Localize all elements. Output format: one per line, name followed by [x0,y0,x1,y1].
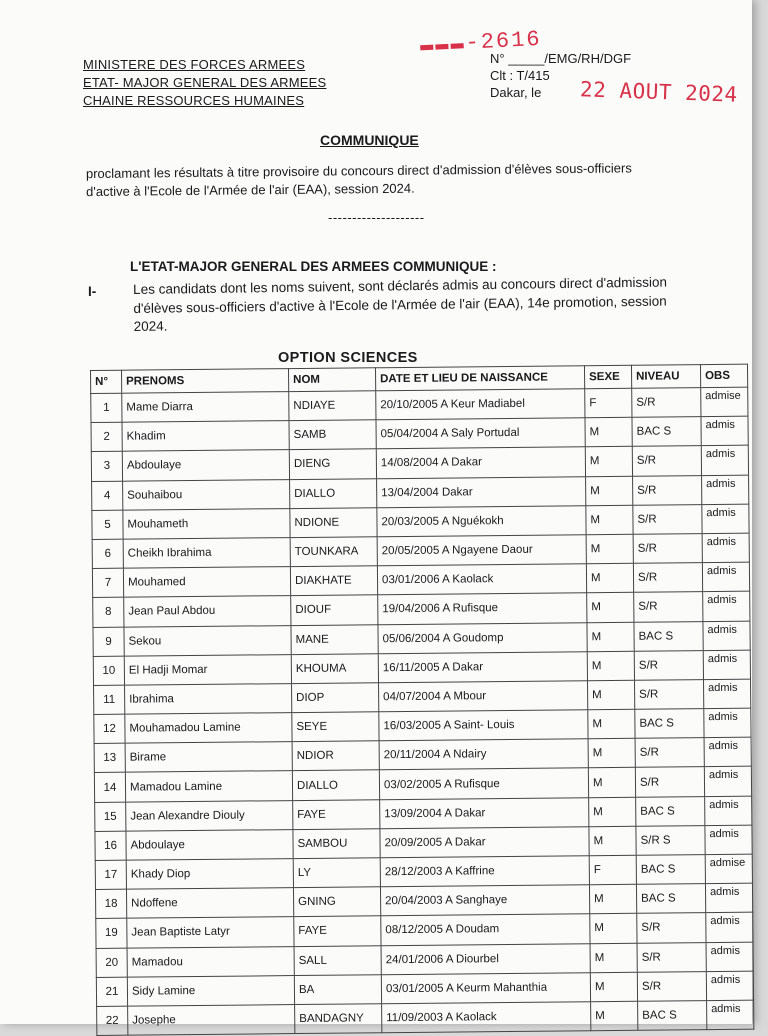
row-sexe: M [589,884,636,914]
row-nom: GNING [293,887,380,917]
row-nom: FAYE [294,916,381,946]
row-obs: admise [705,854,752,884]
row-sexe: F [589,855,636,885]
row-birth: 20/10/2005 A Keur Madiabel [376,389,585,420]
row-number: 8 [93,597,124,626]
section-number: I- [88,284,97,299]
row-sexe: M [589,797,636,827]
row-niveau: S/R [634,592,703,622]
table-body [91,387,754,1035]
row-obs: admis [707,1000,754,1030]
row-obs: admis [702,504,749,534]
row-birth: 24/01/2006 A Diourbel [381,943,590,974]
row-nom: DIOUF [291,595,378,625]
row-niveau: S/R [637,942,706,972]
row-nom: DIALLO [292,770,379,800]
row-birth: 20/11/2004 A Ndairy [379,739,588,770]
row-niveau: BAC S [634,621,703,651]
row-niveau: S/R S [636,825,705,855]
row-birth: 11/09/2003 A Kaolack [382,1002,591,1033]
row-number: 4 [92,481,123,510]
row-niveau: S/R [633,534,702,564]
row-obs: admis [703,591,750,621]
row-birth: 20/04/2003 A Sanghaye [380,885,589,916]
row-sexe: M [589,826,636,856]
row-niveau: S/R [637,913,706,943]
row-birth: 20/05/2005 A Ngayene Daour [377,535,586,566]
row-niveau: BAC S [638,1001,707,1031]
row-niveau: BAC S [636,796,705,826]
col-sexe: SEXE [584,365,631,388]
row-prenoms: Abdoulaye [126,829,293,860]
row-birth: 05/04/2004 A Saly Portudal [376,418,585,449]
row-number: 14 [94,773,125,802]
row-sexe: M [587,651,634,681]
row-nom: BANDAGNY [295,1004,382,1034]
row-prenoms: Mame Diarra [122,392,289,423]
results-table [90,364,754,1036]
row-number: 5 [92,510,123,539]
header-line-ministry: MINISTERE DES FORCES ARMEES [83,57,306,72]
row-birth: 14/08/2004 A Dakar [376,447,585,478]
reference-number-stamp: ▬▬▬-2616 [419,26,543,59]
row-obs: admis [704,708,751,738]
row-prenoms: Mamadou [127,946,294,977]
reference-number: N° _____/EMG/RH/DGF [490,51,632,66]
row-niveau: S/R [635,680,704,710]
row-niveau: S/R [637,971,706,1001]
row-number: 10 [93,656,124,685]
row-birth: 04/07/2004 A Mbour [379,681,588,712]
row-birth: 03/01/2006 A Kaolack [377,564,586,595]
row-obs: admis [701,446,748,476]
row-nom: NDIONE [290,508,377,538]
row-obs: admis [706,913,753,943]
row-sexe: M [590,914,637,944]
row-prenoms: Ibrahima [125,683,292,714]
row-sexe: F [585,388,632,418]
row-birth: 20/09/2005 A Dakar [380,827,589,858]
row-sexe: M [591,1001,638,1031]
intro-text: proclamant les résultats à titre provisoire du concours direct d'admission d'élèves sous-officiers d'active à l'Ecole de l'Armée de l'air (EAA), session 2024. [85,160,632,200]
row-number: 3 [91,452,122,481]
row-sexe: M [590,972,637,1002]
row-niveau: BAC S [636,884,705,914]
row-prenoms: Abdoulaye [122,450,289,481]
row-birth: 19/04/2006 A Rufisque [378,593,587,624]
reference-place: Dakar, le [490,85,542,100]
row-nom: BA [294,974,381,1004]
row-number: 18 [95,889,126,918]
document-title: COMMUNIQUE [320,132,419,148]
row-obs: admis [705,883,752,913]
ministry-header [83,56,326,110]
row-sexe: M [587,593,634,623]
row-prenoms: Sidy Lamine [127,975,294,1006]
results-paragraph [133,273,694,336]
row-obs: admis [706,942,753,972]
row-number: 7 [92,568,123,597]
row-sexe: M [590,943,637,973]
row-nom: KHOUMA [291,653,378,683]
row-obs: admis [702,562,749,592]
row-prenoms: Mamadou Lamine [125,771,292,802]
row-nom: FAYE [293,799,380,829]
row-obs: admis [704,767,751,797]
communique-heading: L'ETAT-MAJOR GENERAL DES ARMEES COMMUNIQUE : [130,259,497,274]
row-prenoms: Josephe [128,1005,295,1036]
row-number: 15 [95,802,126,831]
row-obs: admis [703,679,750,709]
row-niveau: BAC S [635,709,704,739]
row-prenoms: Khadim [122,421,289,452]
row-niveau: S/R [633,563,702,593]
row-prenoms: El Hadji Momar [124,654,291,685]
row-prenoms: Jean Baptiste Latyr [127,917,294,948]
row-niveau: BAC S [632,417,701,447]
row-sexe: M [585,417,632,447]
row-number: 20 [96,948,127,977]
row-niveau: S/R [635,767,704,797]
row-niveau: S/R [633,504,702,534]
row-number: 16 [95,831,126,860]
row-prenoms: Mouhameth [123,508,290,539]
row-birth: 13/09/2004 A Dakar [380,797,589,828]
col-niveau: NIVEAU [631,365,700,389]
row-birth: 05/06/2004 A Goudomp [378,622,587,653]
row-number: 2 [91,422,122,451]
row-number: 21 [96,977,127,1006]
results-paragraph-text: Les candidats dont les noms suivent, sont déclarés admis au concours direct d'admission d'élèves sous-officiers d'active à l'Ecole de l'Armée de l'air (EAA), 14e promotion, session 2024. [133,274,668,334]
row-prenoms: Birame [125,742,292,773]
row-prenoms: Mouhamed [123,567,290,598]
row-sexe: M [586,563,633,593]
row-sexe: M [585,447,632,477]
row-number: 11 [94,685,125,714]
row-prenoms: Cheikh Ibrahima [123,538,290,569]
row-birth: 03/02/2005 A Rufisque [379,768,588,799]
col-prenoms: PRENOMS [122,369,289,394]
row-number: 12 [94,714,125,743]
row-nom: DIALLO [290,478,377,508]
row-birth: 03/01/2005 A Keurm Mahanthia [381,972,590,1003]
row-nom: NDIOR [292,741,379,771]
row-nom: SAMB [289,420,376,450]
table-row [97,1000,754,1035]
row-nom: SAMBOU [293,829,380,859]
row-niveau: S/R [632,388,701,418]
row-number: 19 [96,919,127,948]
row-birth: 13/04/2004 Dakar [377,476,586,507]
row-prenoms: Souhaibou [123,479,290,510]
row-prenoms: Jean Alexandre Diouly [126,800,293,831]
row-number: 1 [91,393,122,422]
row-sexe: M [588,768,635,798]
row-niveau: S/R [633,475,702,505]
row-nom: SALL [294,945,381,975]
row-number: 6 [92,539,123,568]
row-sexe: M [586,534,633,564]
row-niveau: S/R [632,446,701,476]
col-nom: NOM [288,368,375,392]
row-birth: 28/12/2003 A Kaffrine [380,856,589,887]
row-number: 22 [97,1006,128,1035]
row-birth: 16/03/2005 A Saint- Louis [379,710,588,741]
row-number: 17 [95,860,126,889]
col-birth: DATE ET LIEU DE NAISSANCE [375,366,584,391]
row-sexe: M [588,709,635,739]
separator: -------------------- [328,210,425,225]
row-nom: DIENG [289,449,376,479]
row-number: 9 [93,627,124,656]
row-birth: 20/03/2005 A Nguékokh [377,505,586,536]
row-nom: SEYE [292,712,379,742]
row-prenoms: Jean Paul Abdou [124,596,291,627]
row-obs: admis [705,825,752,855]
row-birth: 16/11/2005 A Dakar [378,651,587,682]
option-title: OPTION SCIENCES [278,350,418,366]
reference-clt: Clt : T/415 [490,68,550,83]
row-prenoms: Sekou [124,625,291,656]
row-birth: 08/12/2005 A Doudam [381,914,590,945]
row-nom: DIOP [292,683,379,713]
header-line-hr: CHAINE RESSOURCES HUMAINES [83,93,305,108]
row-prenoms: Khady Diop [126,859,293,890]
row-prenoms: Mouhamadou Lamine [125,713,292,744]
row-sexe: M [587,622,634,652]
row-prenoms: Ndoffene [126,888,293,919]
row-obs: admis [702,475,749,505]
row-obs: admise [701,387,748,417]
row-number: 13 [94,743,125,772]
row-nom: TOUNKARA [290,537,377,567]
header-line-staff: ETAT- MAJOR GENERAL DES ARMEES [83,75,327,90]
row-nom: LY [293,858,380,888]
row-obs: admis [702,533,749,563]
date-stamp: 22 AOUT 2024 [579,77,739,107]
row-nom: MANE [291,624,378,654]
row-obs: admis [704,737,751,767]
row-obs: admis [703,621,750,651]
row-obs: admis [706,971,753,1001]
row-niveau: S/R [634,650,703,680]
row-obs: admis [701,416,748,446]
row-sexe: M [586,505,633,535]
row-sexe: M [588,680,635,710]
row-nom: DIAKHATE [290,566,377,596]
col-obs: OBS [700,364,747,387]
row-sexe: M [586,476,633,506]
row-obs: admis [705,796,752,826]
row-niveau: S/R [635,738,704,768]
row-nom: NDIAYE [289,391,376,421]
row-niveau: BAC S [636,855,705,885]
col-number: N° [91,370,122,393]
results-table-wrapper [90,364,756,1036]
row-obs: admis [703,650,750,680]
row-sexe: M [588,739,635,769]
